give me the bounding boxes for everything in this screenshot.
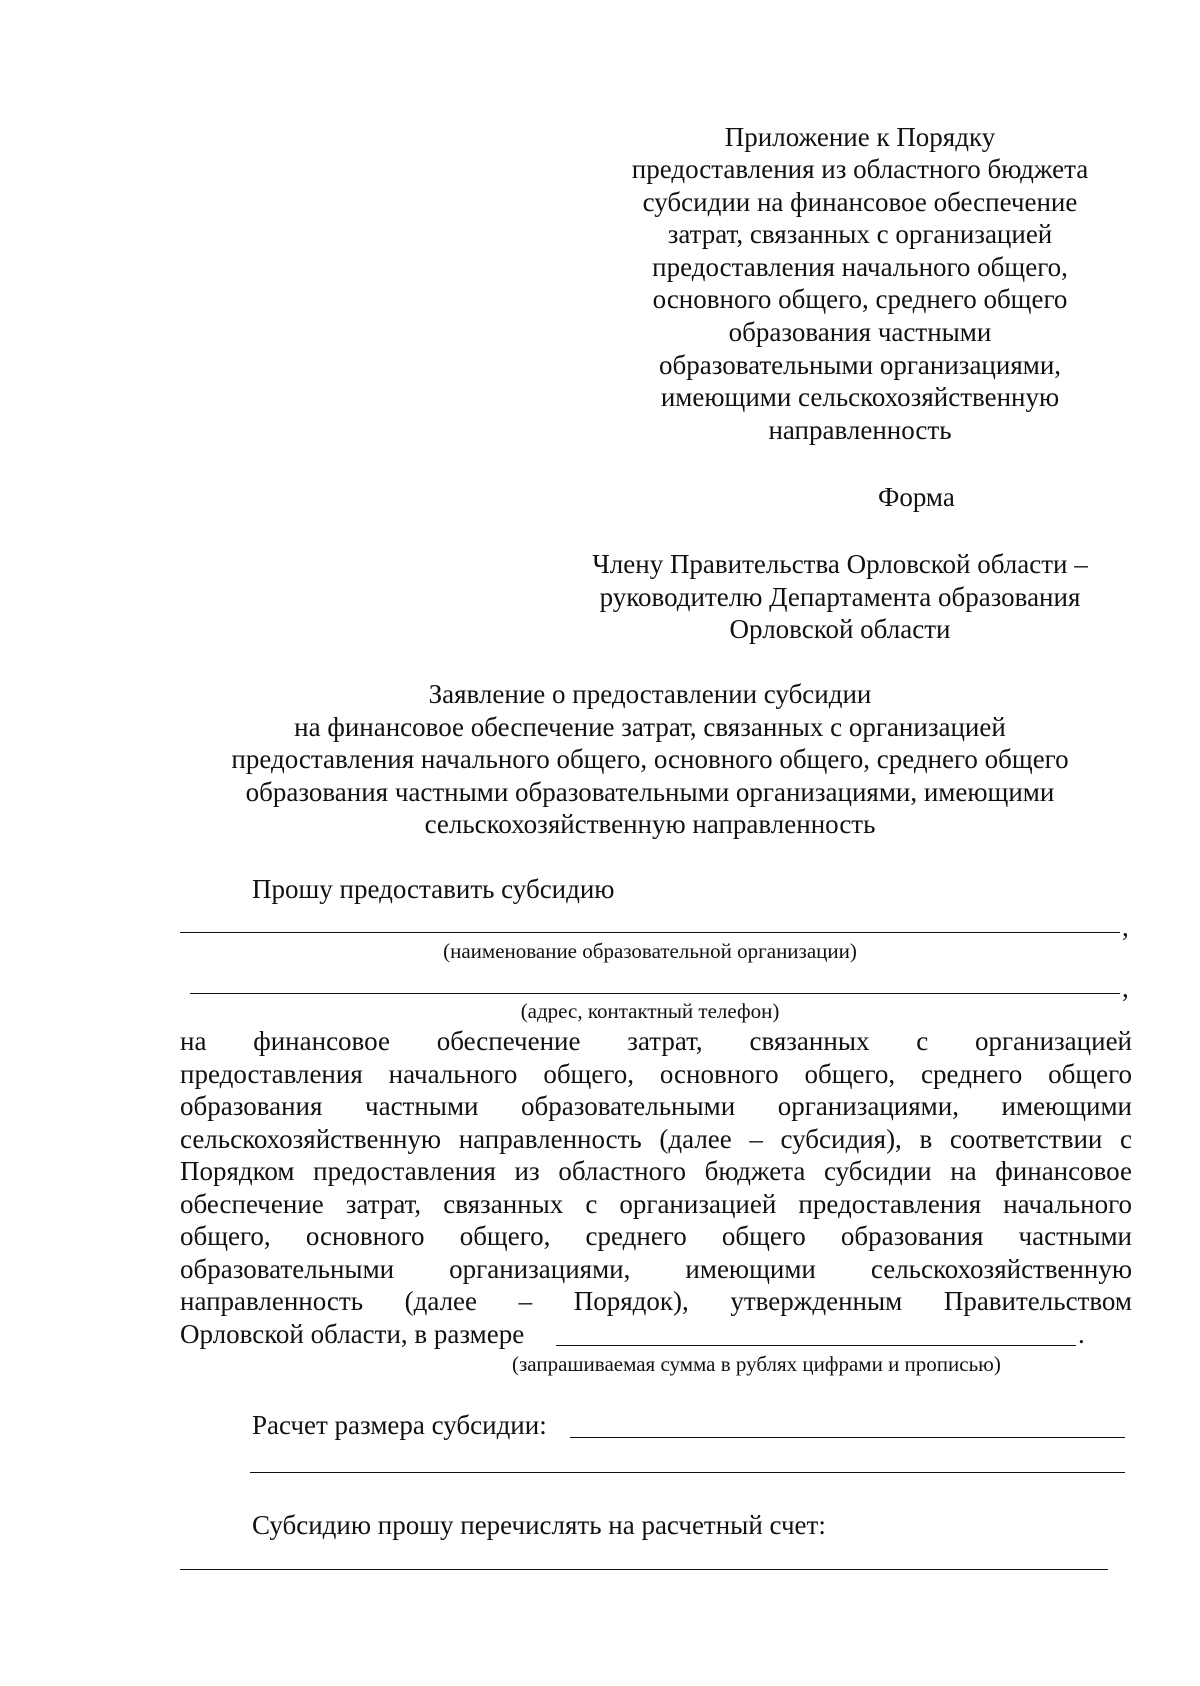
- appendix-line: образовательными организациями,: [658, 350, 1062, 380]
- appendix-line: основного общего, среднего общего: [652, 284, 1068, 314]
- body-line: Порядком предоставления из областного бюджета субсидии на финансовое: [180, 1156, 1132, 1186]
- body-last-line: Орловской области, в размере: [180, 1318, 525, 1349]
- appendix-line: предоставления из областного бюджета: [631, 154, 1089, 184]
- title-line: сельскохозяйственную направленность: [424, 809, 876, 839]
- form-label: Форма: [878, 482, 955, 512]
- org-name-field-line[interactable]: [180, 932, 1120, 933]
- appendix-line: Приложение к Порядку: [724, 122, 996, 152]
- org-name-trailing-comma: ,: [1122, 912, 1129, 942]
- amount-caption: (запрашиваемая сумма в рублях цифрами и прописью): [512, 1352, 1001, 1376]
- account-field-line[interactable]: [180, 1569, 1108, 1570]
- addressee-line: Орловской области: [729, 614, 951, 644]
- appendix-line: затрат, связанных с организацией: [667, 219, 1053, 249]
- address-caption: (адрес, контактный телефон): [520, 999, 780, 1023]
- addressee-line: Члену Правительства Орловской области –: [592, 549, 1088, 579]
- body-line: на финансовое обеспечение затрат, связанных с организацией: [180, 1026, 1132, 1056]
- amount-trailing-period: .: [1078, 1318, 1085, 1349]
- body-line: общего, основного общего, среднего общего образования частными: [180, 1221, 1132, 1251]
- appendix-line: имеющими сельскохозяйственную: [660, 382, 1060, 412]
- calc-field-line-2[interactable]: [250, 1472, 1125, 1473]
- appendix-line: направленность: [768, 415, 952, 445]
- title-line: предоставления начального общего, основного общего, среднего общего: [231, 744, 1069, 774]
- body-line: направленность (далее – Порядок), утвержденным Правительством: [180, 1286, 1132, 1316]
- calc-label: Расчет размера субсидии:: [252, 1410, 547, 1440]
- org-name-caption: (наименование образовательной организации): [443, 939, 857, 963]
- body-line: образовательными организациями, имеющими сельскохозяйственную: [180, 1253, 1132, 1284]
- title-line: образования частными образовательными организациями, имеющими: [245, 777, 1055, 807]
- appendix-line: предоставления начального общего,: [652, 252, 1068, 282]
- addressee-line: руководителю Департамента образования: [599, 582, 1081, 612]
- body-line: образования частными образовательными организациями, имеющими: [180, 1091, 1132, 1121]
- appendix-line: субсидии на финансовое обеспечение: [642, 187, 1078, 217]
- appendix-line: образования частными: [728, 317, 992, 347]
- address-trailing-comma: ,: [1122, 973, 1129, 1003]
- title-line: на финансовое обеспечение затрат, связанных с организацией: [294, 712, 1006, 742]
- amount-field-line[interactable]: [556, 1345, 1076, 1346]
- account-label: Субсидию прошу перечислять на расчетный счет:: [252, 1510, 826, 1540]
- title-line: Заявление о предоставлении субсидии: [428, 679, 872, 709]
- body-line: предоставления начального общего, основного общего, среднего общего: [180, 1058, 1132, 1089]
- address-field-line[interactable]: [190, 993, 1120, 994]
- calc-field-line[interactable]: [570, 1437, 1125, 1438]
- body-line: сельскохозяйственную направленность (далее – субсидия), в соответствии с: [180, 1123, 1132, 1154]
- request-intro: Прошу предоставить субсидию: [252, 874, 615, 904]
- body-line: обеспечение затрат, связанных с организацией предоставления начального: [180, 1188, 1132, 1219]
